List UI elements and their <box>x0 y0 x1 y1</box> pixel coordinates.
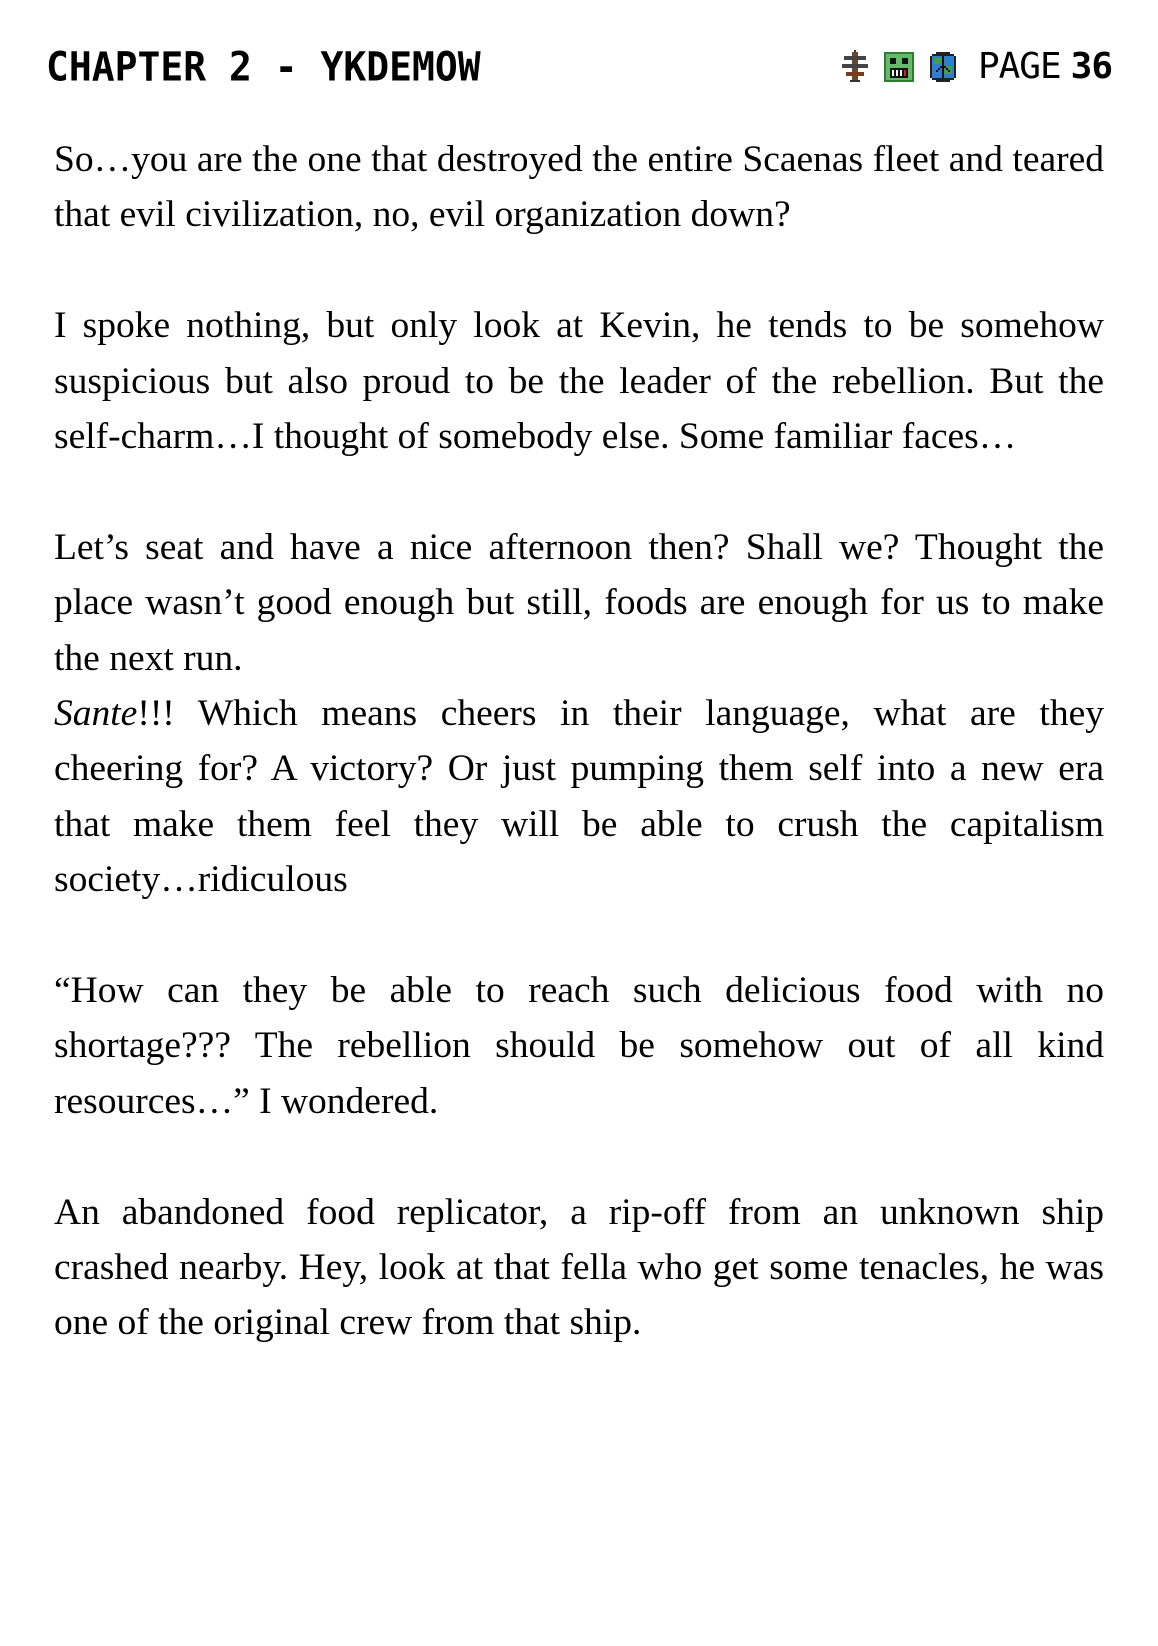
paragraph-gap <box>54 464 1104 519</box>
page-label: PAGE <box>977 46 1061 87</box>
paragraph-4-text: !!! Which means cheers in their language, what are they cheering for? A victory? Or just pumping them self into a new era that make them feel they will be able to crush the capitalism society…ridiculous <box>54 693 1104 901</box>
paragraph-4 <box>54 686 1104 908</box>
page-header <box>46 42 1112 92</box>
body-text <box>54 132 1104 1351</box>
paragraph-6: An abandoned food replicator, a rip-off from an unknown ship crashed nearby. Hey, look at that fella who get some tenacles, he was one of the original crew from that ship. <box>54 1191 1104 1344</box>
paragraph-gap <box>54 908 1104 963</box>
paragraph-2: I spoke nothing, but only look at Kevin, he tends to be somehow suspicious but also proud to be the leader of the rebellion. But the self-charm…I thought of somebody else. Some familiar faces… <box>54 305 1104 458</box>
paragraph-5: “How can they be able to reach such delicious food with no shortage??? The rebellion should be somehow out of all kind resources…” I wondered. <box>54 970 1104 1122</box>
paragraph-3: Let’s seat and have a nice afternoon then? Shall we? Thought the place wasn’t good enough but still, foods are enough for us to make the next run. <box>54 526 1104 679</box>
paragraph-gap <box>54 1129 1104 1184</box>
page-number: 36 <box>1070 46 1112 87</box>
paragraph-1: So…you are the one that destroyed the entire Scaenas fleet and teared that evil civilization, no, evil organization down? <box>54 139 1104 236</box>
header-right <box>838 42 1112 92</box>
peace-globe-pixel-icon <box>926 50 960 84</box>
robot-face-pixel-icon <box>882 50 916 84</box>
chapter-title: CHAPTER 2 - YKDEMOW <box>46 43 481 91</box>
italic-word: Sante <box>54 693 138 735</box>
anchor-pixel-icon <box>838 50 872 84</box>
paragraph-gap <box>54 243 1104 298</box>
